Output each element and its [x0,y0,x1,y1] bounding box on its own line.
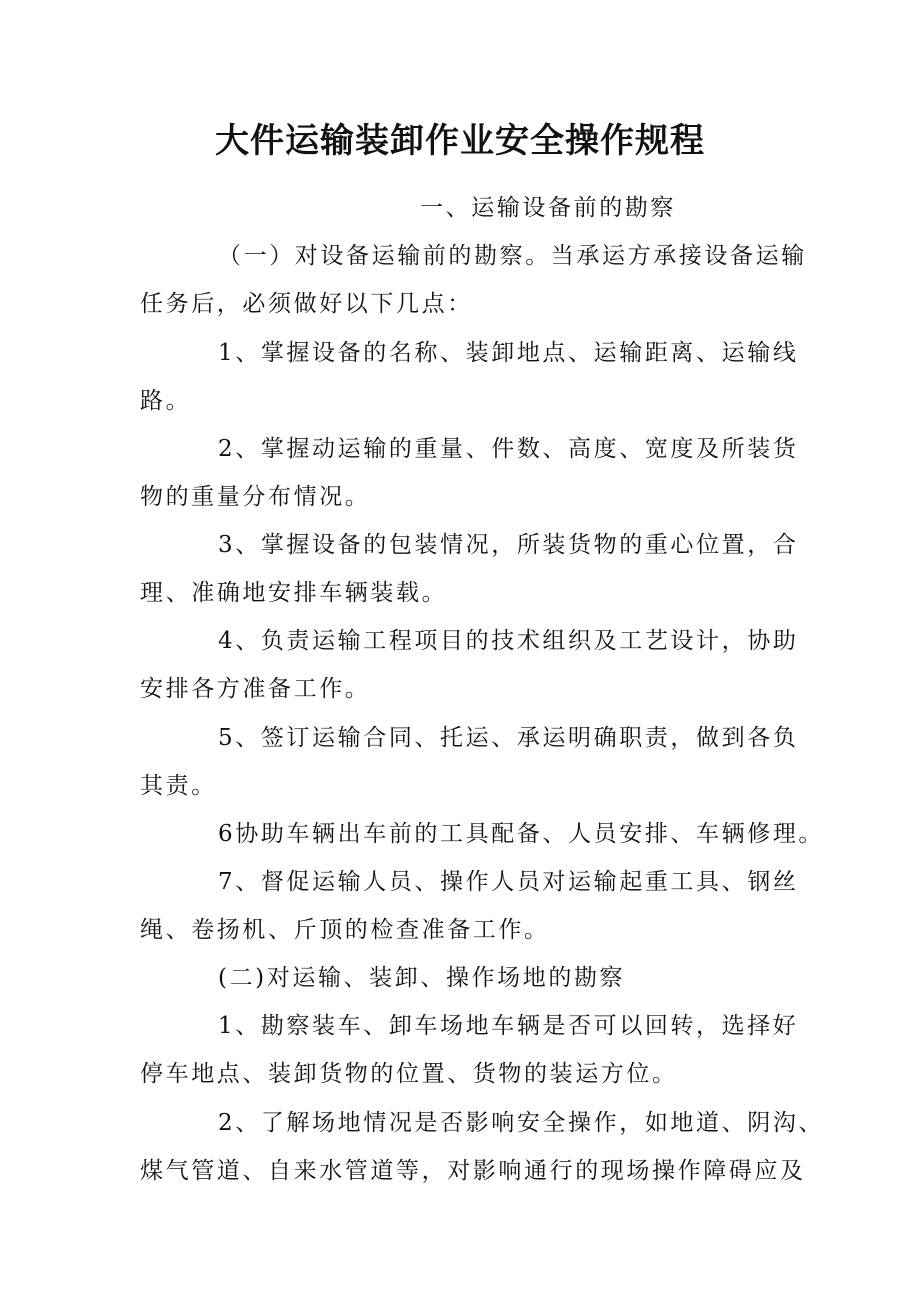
subsection-heading: (二)对运输、装卸、操作场地的勘察 [218,965,626,991]
paragraph-line: 煤气管道、自来水管道等，对影响通行的现场操作障碍应及 [140,1158,806,1184]
paragraph-line: 2、了解场地情况是否影响安全操作，如地道、阴沟、 [218,1110,825,1136]
paragraph-line: 绳、卷扬机、斤顶的检查准备工作。 [140,917,550,943]
paragraph-line: 4、负责运输工程项目的技术组织及工艺设计，协助 [218,628,799,654]
paragraph-line: 任务后，必须做好以下几点： [140,291,473,317]
paragraph-line: 其责。 [140,773,217,799]
paragraph-line: 3、掌握设备的包装情况，所装货物的重心位置，合 [218,532,799,558]
paragraph-line: 1、掌握设备的名称、装卸地点、运输距离、运输线 [218,340,799,366]
document-title: 大件运输装卸作业安全操作规程 [215,121,705,161]
paragraph-line: 理、准确地安排车辆装载。 [140,580,448,606]
paragraph-line: 5、签订运输合同、托运、承运明确职责，做到各负 [218,725,799,751]
paragraph-line: 1、勘察装车、卸车场地车辆是否可以回转，选择好 [218,1013,799,1039]
paragraph-line: （一）对设备运输前的勘察。当承运方承接设备运输 [218,243,807,269]
paragraph-line: 6协助车辆出车前的工具配备、人员安排、车辆修理。 [218,821,825,847]
paragraph-line: 停车地点、装卸货物的位置、货物的装运方位。 [140,1061,678,1087]
paragraph-line: 安排各方准备工作。 [140,676,371,702]
paragraph-line: 物的重量分布情况。 [140,484,371,510]
paragraph-line: 7、督促运输人员、操作人员对运输起重工具、钢丝 [218,869,799,895]
paragraph-line: 路。 [140,388,192,414]
paragraph-line: 2、掌握动运输的重量、件数、高度、宽度及所装货 [218,436,799,462]
section-heading: 一、运输设备前的勘察 [420,195,676,221]
